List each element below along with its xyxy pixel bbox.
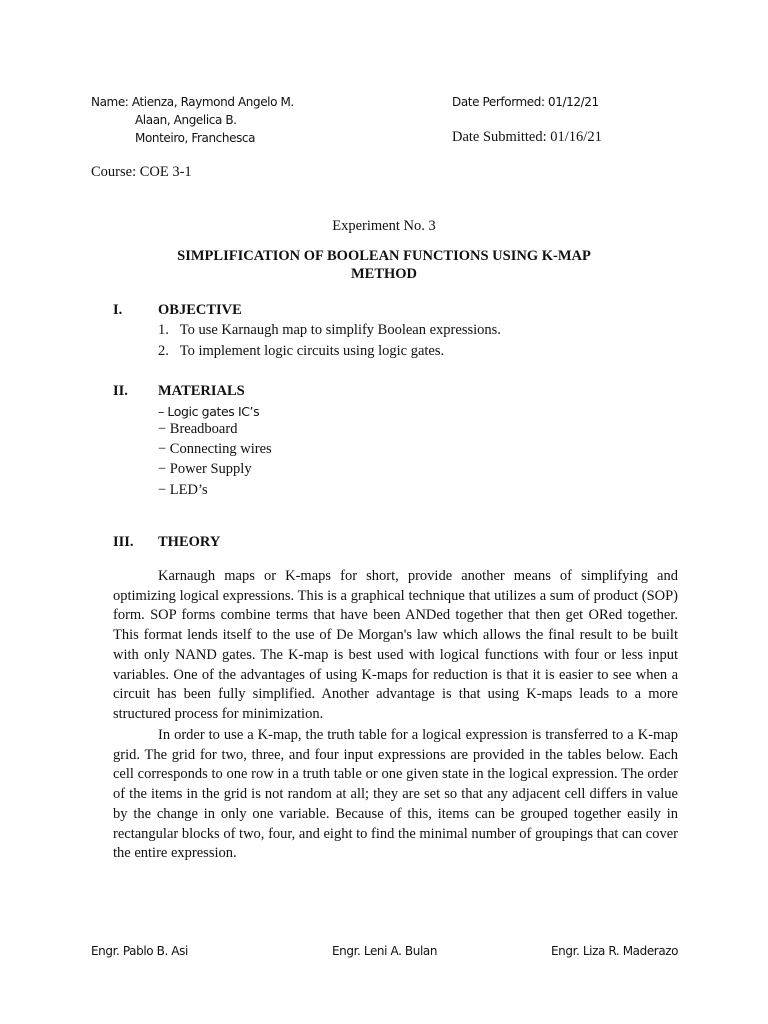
objective-item: 1. To use Karnaugh map to simplify Boolean expressions. — [158, 322, 501, 338]
materials-item: − LED’s — [158, 482, 208, 498]
section-title-objective: OBJECTIVE — [158, 302, 242, 318]
student-name-3: Monteiro, Franchesca — [135, 131, 256, 145]
experiment-title-line2: METHOD — [350, 266, 418, 282]
student-name-2: Alaan, Angelica B. — [135, 113, 237, 127]
date-performed: Date Performed: 01/12/21 — [452, 95, 599, 109]
section-number-materials: II. — [113, 383, 128, 399]
course: Course: COE 3-1 — [91, 164, 192, 180]
section-number-theory: III. — [113, 534, 134, 550]
section-title-theory: THEORY — [158, 534, 221, 550]
footer-instructor-center: Engr. Leni A. Bulan — [332, 944, 438, 958]
section-number-objective: I. — [113, 302, 123, 318]
materials-item: − Power Supply — [158, 461, 252, 477]
materials-item: − Breadboard — [158, 421, 238, 437]
footer-instructor-left: Engr. Pablo B. Asi — [91, 944, 188, 958]
footer-instructor-right: Engr. Liza R. Maderazo — [551, 944, 679, 958]
materials-item: − Connecting wires — [158, 441, 272, 457]
theory-paragraph-2: In order to use a K-map, the truth table for a logical expression is transferred to a K-map grid. The grid for two, three, and four input expressions are provided in the tables below. Each cell corresponds to one row in a truth table or one given state in the logical expression. The order of the items in the grid is not random at all; they are set so that any adjacent cell differs in value by the change in only one variable. Because of this, items can be grouped together easily in rectangular blocks of two, four, and eight to find the minimal number of groupings that can cover the entire expression. — [113, 727, 678, 862]
experiment-title-line1: SIMPLIFICATION OF BOOLEAN FUNCTIONS USING K-MAP — [177, 248, 591, 264]
objective-item: 2. To implement logic circuits using logic gates. — [158, 343, 445, 359]
experiment-number: Experiment No. 3 — [332, 218, 436, 234]
theory-paragraph-1: Karnaugh maps or K-maps for short, provide another means of simplifying and optimizing logical expressions. This is a graphical technique that utilizes a sum of product (SOP) form. SOP forms combine terms that have been ANDed together that then get ORed together. This format lends itself to the use of De Morgan's law which allows the final result to be built with only NAND gates. The K-map is best used with logical functions with four or less input variables. One of the advantages of using K-maps for reduction is that it is easier to see when a circuit has been fully simplified. Another advantage is that using K-maps leads to a more structured process for minimization. — [113, 568, 678, 722]
date-submitted: Date Submitted: 01/16/21 — [452, 129, 602, 145]
student-name-1: Name: Atienza, Raymond Angelo M. — [91, 95, 294, 109]
section-title-materials: MATERIALS — [158, 383, 245, 399]
materials-item: – Logic gates IC’s — [158, 404, 260, 419]
